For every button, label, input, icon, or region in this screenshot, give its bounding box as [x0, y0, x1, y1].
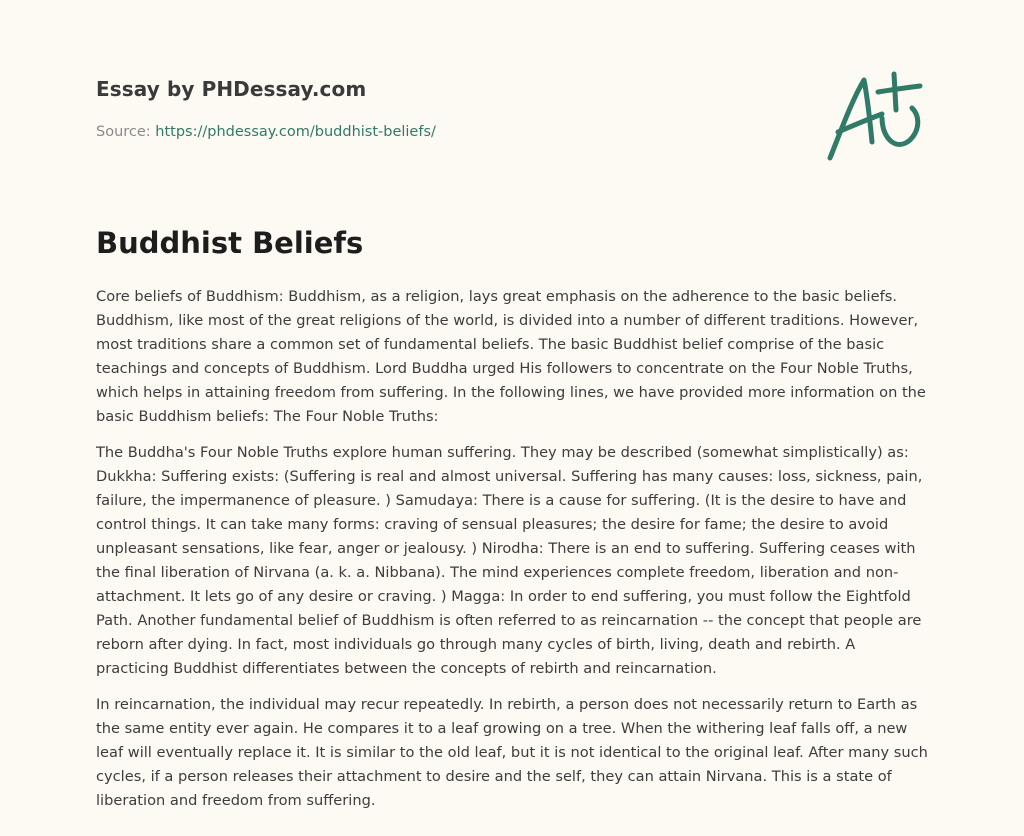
a-plus-logo-icon — [824, 70, 924, 166]
site-title: Essay by PHDessay.com — [96, 77, 367, 101]
source-line — [96, 124, 436, 140]
source-label: Source: — [96, 124, 156, 140]
paragraph: In reincarnation, the individual may recur repeatedly. In rebirth, a person does not necessarily return to Earth as the same entity ever again. He compares it to a leaf growing on a tree. When the withering leaf falls off, a new leaf will eventually replace it. It is similar to the old leaf, but it is not identical to the original leaf. After many such cycles, if a person releases their attachment to desire and the self, they can attain Nirvana. This is a state of liberation and freedom from suffering. — [96, 696, 928, 809]
article-body — [96, 285, 932, 825]
paragraph: Core beliefs of Buddhism: Buddhism, as a religion, lays great emphasis on the adherence to the basic beliefs. Buddhism, like most of the great religions of the world, is divided into a number of different traditions. However, most traditions share a common set of fundamental beliefs. The basic Buddhist belief comprise of the basic teachings and concepts of Buddhism. Lord Buddha urged His followers to concentrate on the Four Noble Truths, which helps in attaining freedom from suffering. In the following lines, we have provided more information on the basic Buddhism beliefs: The Four Noble Truths: — [96, 288, 926, 425]
source-link[interactable]: https://phdessay.com/buddhist-beliefs/ — [155, 124, 436, 140]
paragraph: The Buddha's Four Noble Truths explore human suffering. They may be described (somewhat simplistically) as: Dukkha: Suffering exists: (Suffering is real and almost universal. Suffering has many causes: loss, sickness, pain, failure, the impermanence of pleasure. ) Samudaya: There is a cause for suffering. (It is the desire to have and control things. It can take many forms: craving of sensual pleasures; the desire for fame; the desire to avoid unpleasant sensations, like fear, anger or jealousy. ) Nirodha: There is an end to suffering. Suffering ceases with the final liberation of Nirvana (a. k. a. Nibbana). The mind experiences complete freedom, liberation and non-attachment. It lets go of any desire or craving. ) Magga: In order to end suffering, you must follow the Eightfold Path. Another fundamental belief of Buddhism is often referred to as reincarnation -- the concept that people are reborn after dying. In fact, most individuals go through many cycles of birth, living, death and rebirth. A practicing Buddhist differentiates between the concepts of rebirth and reincarnation. — [96, 444, 923, 677]
article-title: Buddhist Beliefs — [96, 226, 364, 260]
